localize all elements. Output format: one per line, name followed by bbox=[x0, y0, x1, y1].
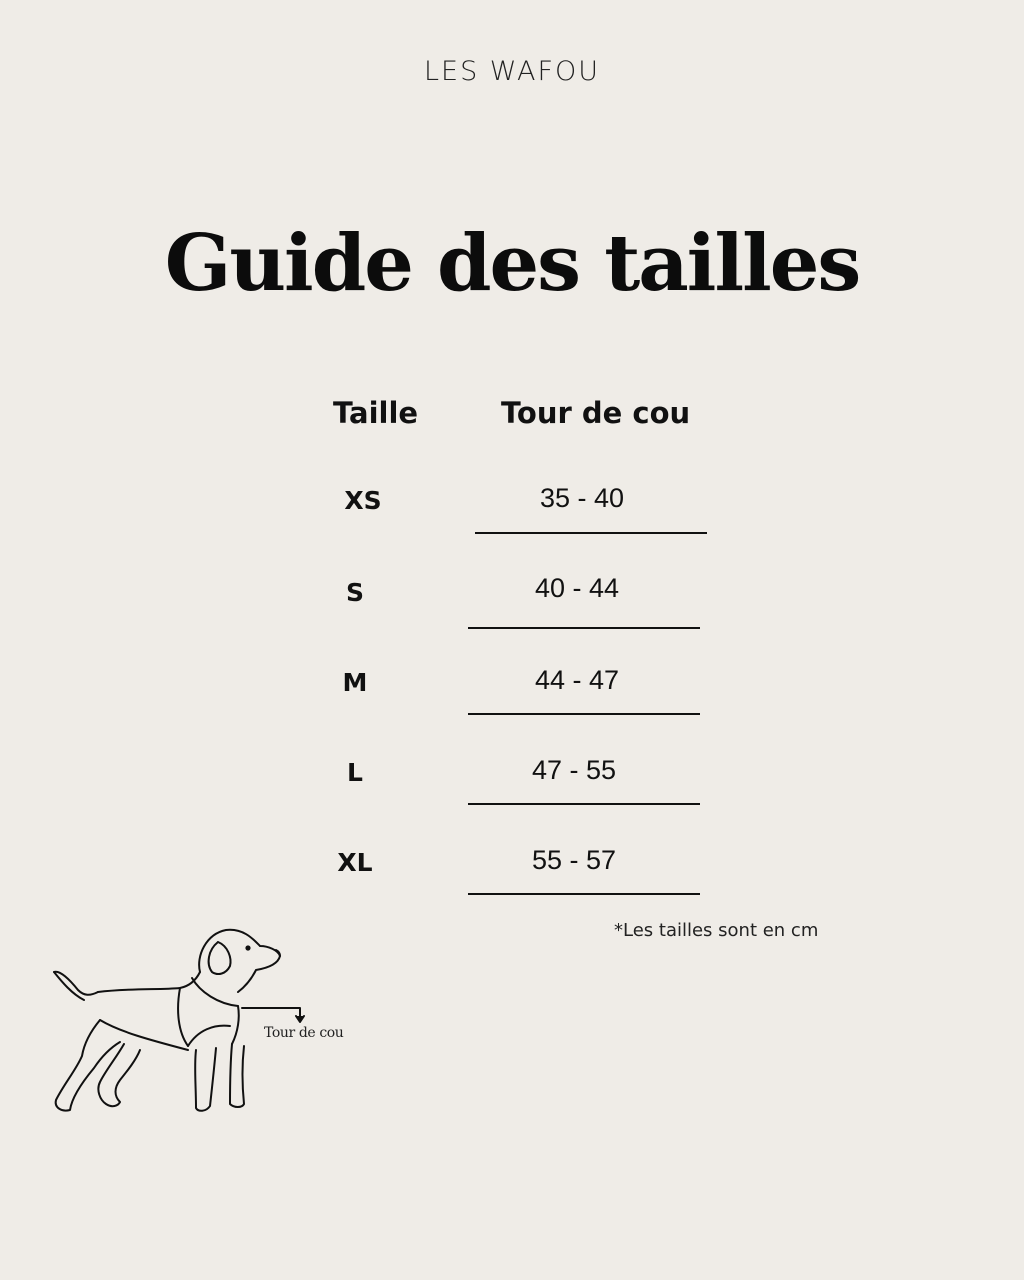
size-label-xl: XL bbox=[337, 848, 373, 877]
neck-value-s: 40 - 44 bbox=[534, 573, 620, 603]
size-label-l: L bbox=[347, 758, 363, 787]
neck-value-m: 44 - 47 bbox=[534, 665, 620, 695]
column-header-neck: Tour de cou bbox=[501, 396, 691, 430]
size-label-s: S bbox=[345, 578, 364, 607]
dog-measurement-label: Tour de cou bbox=[264, 1025, 344, 1041]
page-title: Guide des tailles bbox=[164, 218, 860, 309]
column-header-size: Taille bbox=[333, 396, 419, 430]
row-divider bbox=[475, 532, 707, 534]
row-divider bbox=[468, 713, 700, 715]
row-divider bbox=[468, 627, 700, 629]
brand-logo: LES WAFOU bbox=[423, 56, 601, 87]
neck-value-l: 47 - 55 bbox=[531, 755, 617, 785]
neck-value-xs: 35 - 40 bbox=[539, 483, 625, 513]
row-divider bbox=[468, 893, 700, 895]
units-note: *Les tailles sont en cm bbox=[614, 920, 819, 941]
size-label-xs: XS bbox=[344, 486, 382, 515]
neck-value-xl: 55 - 57 bbox=[531, 845, 617, 875]
size-label-m: M bbox=[342, 668, 368, 697]
row-divider bbox=[468, 803, 700, 805]
